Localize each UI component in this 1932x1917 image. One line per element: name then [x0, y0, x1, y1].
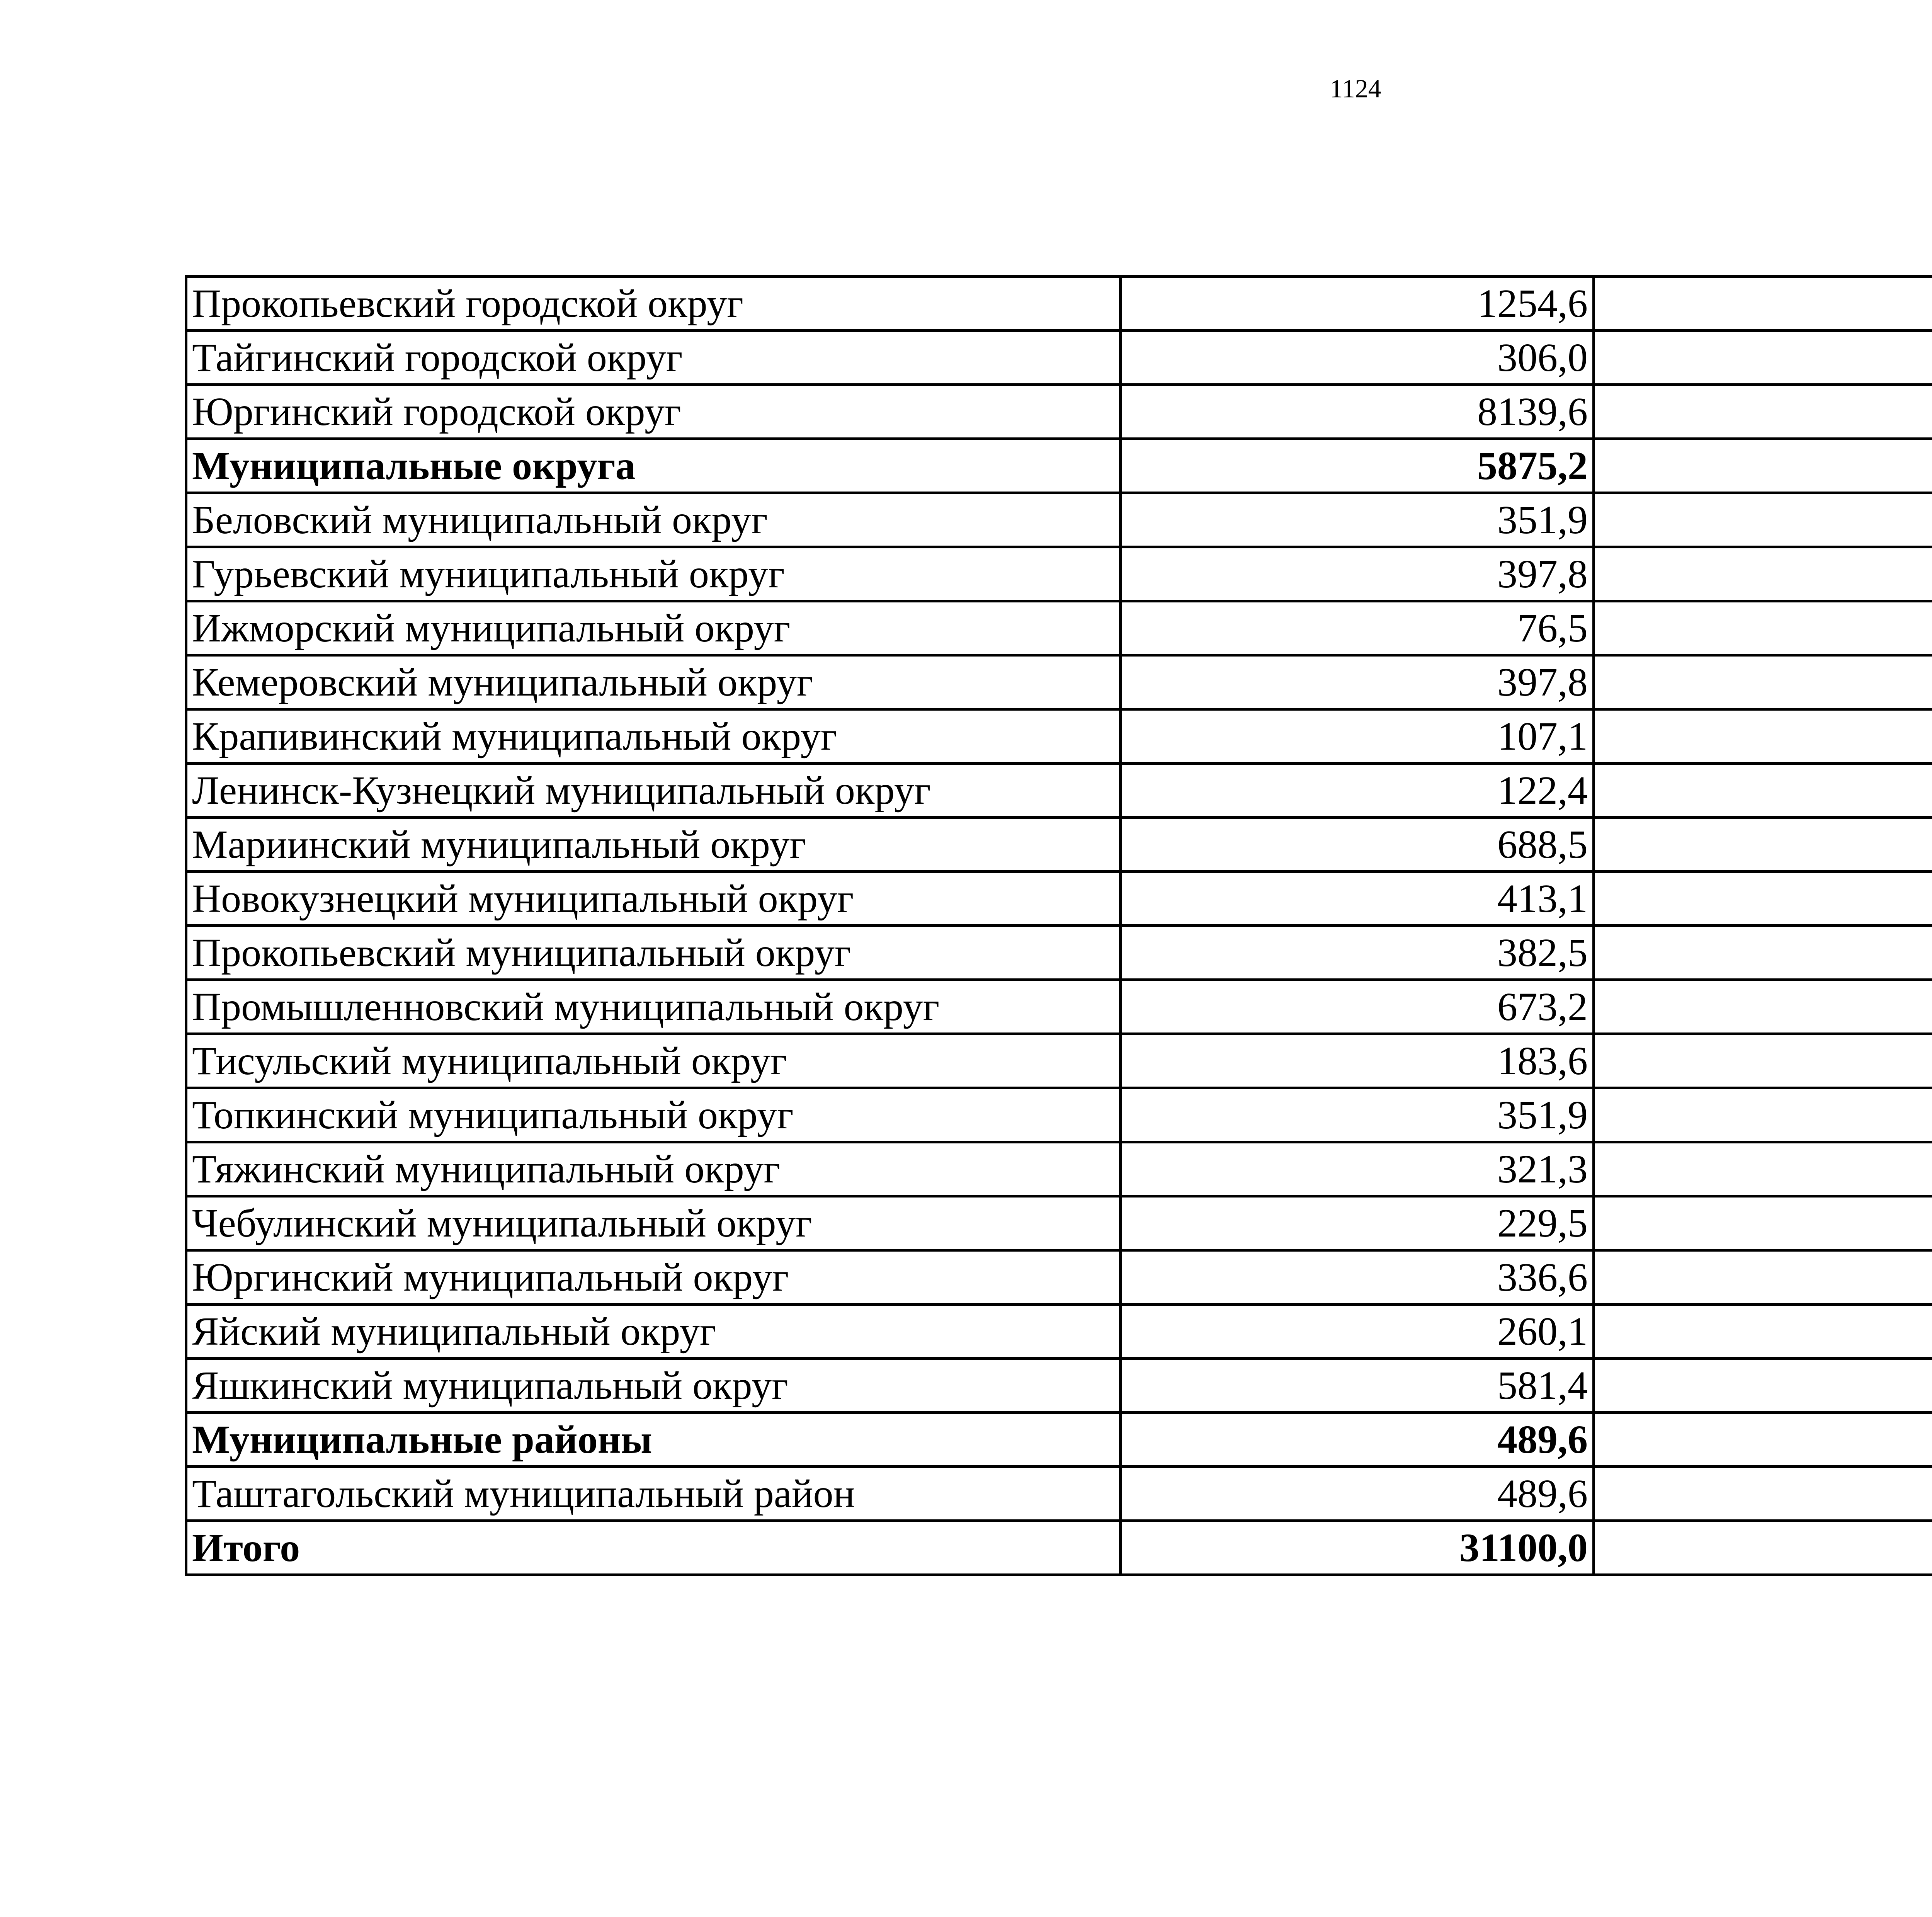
row-value-cell-2 [1594, 493, 1932, 547]
row-name-cell: Ленинск-Кузнецкий муниципальный округ [186, 764, 1121, 818]
row-value-cell-1: 229,5 [1121, 1196, 1594, 1250]
row-value-cell-2 [1594, 1034, 1932, 1088]
table-row [186, 331, 1932, 385]
row-name-cell: Ижморский муниципальный округ [186, 601, 1121, 655]
row-value-cell-1: 260,1 [1121, 1305, 1594, 1359]
row-name-cell: Яшкинский муниципальный округ [186, 1359, 1121, 1413]
row-name-cell: Прокопьевский муниципальный округ [186, 926, 1121, 980]
row-value-cell-1: 306,0 [1121, 331, 1594, 385]
row-value-cell-1: 489,6 [1121, 1467, 1594, 1521]
row-value-cell-1: 76,5 [1121, 601, 1594, 655]
table-row [186, 1034, 1932, 1088]
row-name-cell: Кемеровский муниципальный округ [186, 655, 1121, 709]
row-name-cell: Таштагольский муниципальный район [186, 1467, 1121, 1521]
row-value-cell-2 [1594, 709, 1932, 764]
row-name-cell: Мариинский муниципальный округ [186, 818, 1121, 872]
row-name-cell: Беловский муниципальный округ [186, 493, 1121, 547]
table-row [186, 547, 1932, 601]
row-value-cell-2 [1594, 818, 1932, 872]
row-value-cell-1: 351,9 [1121, 493, 1594, 547]
row-name-cell: Муниципальные районы [186, 1413, 1121, 1467]
row-value-cell-1: 336,6 [1121, 1250, 1594, 1305]
table-row-subtotal [186, 1413, 1932, 1467]
row-value-cell-2 [1594, 601, 1932, 655]
table-body [186, 277, 1932, 1575]
row-value-cell-2 [1594, 439, 1932, 493]
table-row-subtotal [186, 1521, 1932, 1575]
table-row [186, 709, 1932, 764]
row-name-cell: Тяжинский муниципальный округ [186, 1142, 1121, 1196]
table-row [186, 926, 1932, 980]
row-value-cell-2 [1594, 1250, 1932, 1305]
table-row [186, 1088, 1932, 1142]
row-name-cell: Тисульский муниципальный округ [186, 1034, 1121, 1088]
row-value-cell-2 [1594, 547, 1932, 601]
table-row [186, 764, 1932, 818]
table-row [186, 385, 1932, 439]
row-name-cell: Итого [186, 1521, 1121, 1575]
table-row [186, 980, 1932, 1034]
table-row-subtotal [186, 439, 1932, 493]
row-value-cell-1: 321,3 [1121, 1142, 1594, 1196]
row-value-cell-2 [1594, 872, 1932, 926]
table-row [186, 277, 1932, 331]
row-value-cell-1: 397,8 [1121, 655, 1594, 709]
row-value-cell-1: 122,4 [1121, 764, 1594, 818]
table-row [186, 1359, 1932, 1413]
row-value-cell-2 [1594, 385, 1932, 439]
row-name-cell: Чебулинский муниципальный округ [186, 1196, 1121, 1250]
row-value-cell-1: 413,1 [1121, 872, 1594, 926]
table-row [186, 601, 1932, 655]
row-name-cell: Прокопьевский городской округ [186, 277, 1121, 331]
row-value-cell-1: 397,8 [1121, 547, 1594, 601]
table-row [186, 1467, 1932, 1521]
table-row [186, 493, 1932, 547]
row-value-cell-1: 1254,6 [1121, 277, 1594, 331]
row-name-cell: Гурьевский муниципальный округ [186, 547, 1121, 601]
row-value-cell-1: 351,9 [1121, 1088, 1594, 1142]
row-value-cell-1: 581,4 [1121, 1359, 1594, 1413]
row-name-cell: Новокузнецкий муниципальный округ [186, 872, 1121, 926]
row-value-cell-1: 489,6 [1121, 1413, 1594, 1467]
row-value-cell-2 [1594, 655, 1932, 709]
page-number: 1124 [1330, 74, 1381, 103]
row-value-cell-2 [1594, 980, 1932, 1034]
data-table [185, 275, 1932, 1576]
row-value-cell-1: 673,2 [1121, 980, 1594, 1034]
row-name-cell: Муниципальные округа [186, 439, 1121, 493]
table-row [186, 1305, 1932, 1359]
row-name-cell: Тайгинский городской округ [186, 331, 1121, 385]
row-name-cell: Крапивинский муниципальный округ [186, 709, 1121, 764]
row-value-cell-2 [1594, 1359, 1932, 1413]
row-value-cell-2 [1594, 1413, 1932, 1467]
row-value-cell-1: 382,5 [1121, 926, 1594, 980]
row-name-cell: Промышленновский муниципальный округ [186, 980, 1121, 1034]
row-value-cell-1: 183,6 [1121, 1034, 1594, 1088]
row-value-cell-2 [1594, 1305, 1932, 1359]
row-name-cell: Юргинский муниципальный округ [186, 1250, 1121, 1305]
row-value-cell-2 [1594, 1088, 1932, 1142]
table-row [186, 1196, 1932, 1250]
table-row [186, 818, 1932, 872]
row-value-cell-1: 688,5 [1121, 818, 1594, 872]
row-value-cell-1: 8139,6 [1121, 385, 1594, 439]
row-value-cell-2 [1594, 1196, 1932, 1250]
row-value-cell-1: 5875,2 [1121, 439, 1594, 493]
row-value-cell-2 [1594, 1467, 1932, 1521]
row-value-cell-1: 31100,0 [1121, 1521, 1594, 1575]
row-name-cell: Топкинский муниципальный округ [186, 1088, 1121, 1142]
row-value-cell-2 [1594, 1521, 1932, 1575]
row-name-cell: Юргинский городской округ [186, 385, 1121, 439]
table-row [186, 655, 1932, 709]
row-value-cell-2 [1594, 926, 1932, 980]
row-name-cell: Яйский муниципальный округ [186, 1305, 1121, 1359]
row-value-cell-2 [1594, 331, 1932, 385]
table-row [186, 1142, 1932, 1196]
row-value-cell-1: 107,1 [1121, 709, 1594, 764]
row-value-cell-2 [1594, 1142, 1932, 1196]
table-row [186, 872, 1932, 926]
table-row [186, 1250, 1932, 1305]
row-value-cell-2 [1594, 277, 1932, 331]
row-value-cell-2 [1594, 764, 1932, 818]
